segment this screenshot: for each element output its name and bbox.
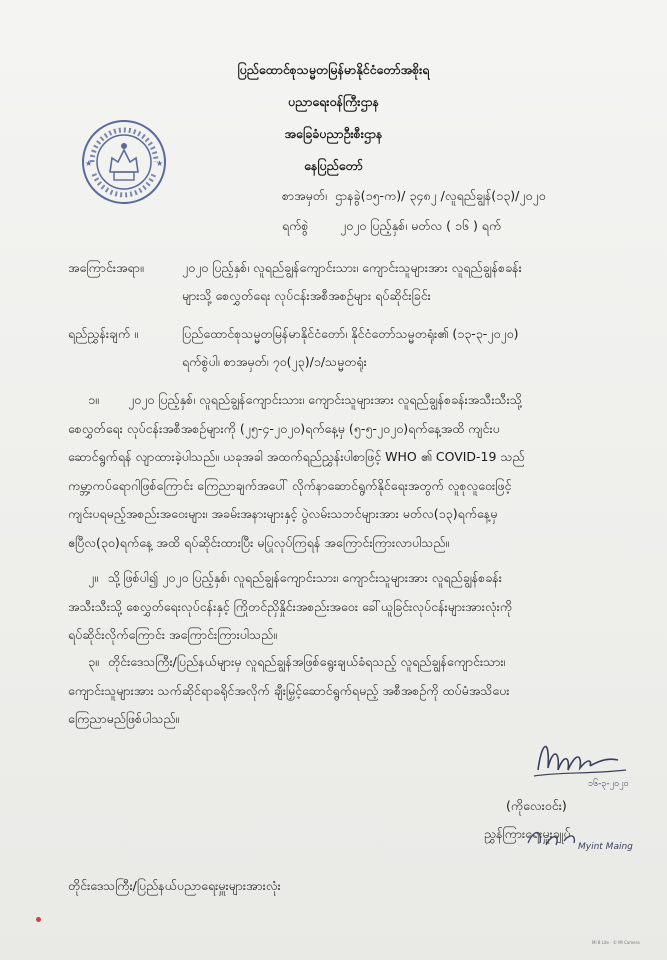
letterhead-department: အခြေခံပညာဦးစီးဌာန — [284, 126, 383, 141]
paragraph-1-line: ဧပြီလ(၃၀)ရက်နေ့ အထိ ရပ်ဆိုင်းထားပြီး မပြုလုပ်ကြရန် အကြောင်းကြားလာပါသည်။ — [68, 534, 450, 550]
svg-text:★: ★ — [85, 159, 93, 168]
signature-date-mark: ၁၆-၃-၂၀၂၀ — [588, 779, 629, 789]
subject-line-1: ၂၀၂၀ ပြည့်နှစ်၊ လူရည်ချွန်ကျောင်းသား၊ ကျောင်းသူများအား လူရည်ချွန်စခန်း — [182, 260, 522, 275]
letterhead-ministry: ပညာရေးဝန်ကြီးဌာန — [287, 94, 380, 109]
paragraph-2 — [68, 564, 512, 650]
paragraph-2-line: သို့ဖြစ်ပါ၍ ၂၀၂၀ ပြည့်နှစ်၊ လူရည်ချွန်ကျောင်းသား၊ ကျောင်းသူများအား လူရည်ချွန်စခန်း — [108, 570, 502, 585]
ink-dot — [36, 917, 41, 922]
letterhead-city: နေပြည်တော် — [304, 158, 363, 173]
paragraph-1-line: ဆောင်ရွက်ရန် လျာထားခဲ့ပါသည်။ ယခုအခါ အထက်ရည်ညွှန်းပါစာဖြင့် WHO ၏ COVID-19 သည် — [68, 449, 525, 464]
paragraph-3 — [68, 648, 509, 734]
official-seal-icon — [80, 118, 168, 206]
reference-line-2: ရက်စွဲပါ၊ စာအမှတ်၊ ၇၀(၂၃)/၁/သမ္မတရုံး — [182, 354, 367, 369]
paragraph-1-line: ကျင်းပရမည့်အစည်းအဝေးများ၊ အခမ်းအနားများနှင့် ပွဲလမ်းသဘင်များအား မတ်လ(၁၃)ရက်နေ့မှ — [68, 506, 498, 521]
signatory-name: (ကိုလေးဝင်း) — [506, 798, 567, 813]
camera-watermark: Mi 8 Lite · © MI Camera — [592, 940, 640, 945]
paragraph-1-number: ၁။ — [88, 392, 99, 407]
reference-line-1: ပြည်ထောင်စုသမ္မတမြန်မာနိုင်ငံတော်၊ နိုင်ငံတော်သမ္မတရုံး၏ (၁၃-၃-၂၀၂၀) — [182, 326, 519, 341]
paragraph-3-line: တိုင်းဒေသကြီး/ပြည်နယ်များမှ လူရည်ချွန်အဖြစ်ရွေးချယ်ခံရသည့် လူရည်ချွန်ကျောင်းသား၊ — [108, 654, 506, 669]
ref-date-value: ၂၀၂၀ ပြည့်နှစ်၊ မတ်လ ( ၁၆ ) ရက် — [340, 218, 502, 233]
handwritten-signature — [530, 730, 650, 790]
svg-text:★: ★ — [156, 159, 164, 168]
subject-label: အကြောင်းအရာ။ — [68, 260, 144, 275]
paragraph-3-number: ၃။ — [88, 654, 99, 669]
letterhead-government: ပြည်ထောင်စုသမ္မတမြန်မာနိုင်ငံတော်အစိုးရ — [237, 62, 430, 77]
ref-date-label: ရက်စွဲ — [282, 218, 309, 233]
paragraph-2-line: ရပ်ဆိုင်းလိုက်ကြောင်း အကြောင်းကြားပါသည်။ — [68, 627, 278, 642]
initials-text: Myint Maing — [578, 842, 633, 852]
recipient-line: တိုင်းဒေသကြီး/ပြည်နယ်ပညာရေးမှူးများအားလုံး — [68, 878, 281, 893]
signatory-title: ညွှန်ကြားရေးမှူးချုပ် — [484, 826, 571, 841]
paragraph-3-line: ကျောင်းသူများအား သက်ဆိုင်ရာခရိုင်အလိုက် ချီးမြှင့်ဆောင်ရွက်ရမည့် အစီအစဉ်ကို ထပ်မံအသိပေး — [68, 682, 510, 698]
paragraph-1-line: ကမ္ဘာ့ကပ်ရောဂါဖြစ်ကြောင်း ကြေညာချက်အပေါ် လိုက်နာဆောင်ရွက်နိုင်ရေးအတွက် လူစုလူဝေးဖြင့် — [68, 477, 512, 493]
paragraph-1-line: စေလွှတ်ရေး လုပ်ငန်းအစီအစဉ်များကို (၂၅-၄-၂၀၂၀)ရက်နေ့မှ (၅-၅-၂၀၂၀)ရက်နေ့အထိ ကျင်းပ — [68, 420, 500, 436]
paragraph-3-line: ကြေညာမည်ဖြစ်ပါသည်။ — [68, 711, 180, 726]
reference-label: ရည်ညွှန်းချက် ။ — [68, 326, 138, 341]
paragraph-1 — [68, 386, 525, 557]
ref-number-value: ဌာနခွဲ(၁၅-က)/ ၃၄၈၂ /လူရည်ချွန်(၁၃)/၂၀၂၀ — [335, 188, 546, 203]
paragraph-2-line: အသီးသီးသို့ စေလွှတ်ရေးလုပ်ငန်းနှင့် ကြိုတင်ညှိနှိုင်းအစည်းအဝေး ခေါ်ယူခြင်းလုပ်ငန်းများအားလုံးကို — [68, 598, 513, 614]
ref-number-label: စာအမှတ်၊ — [282, 188, 327, 203]
paragraph-1-line: ၂၀၂၀ ပြည့်နှစ်၊ လူရည်ချွန်ကျောင်းသား၊ ကျောင်းသူများအား လူရည်ချွန်စခန်းအသီးသီးသို့ — [128, 392, 522, 407]
subject-line-2: များသို့ စေလွှတ်ရေး လုပ်ငန်းအစီအစဉ်များ ရပ်ဆိုင်းခြင်း — [182, 288, 431, 303]
paragraph-2-number: ၂။ — [88, 570, 98, 585]
